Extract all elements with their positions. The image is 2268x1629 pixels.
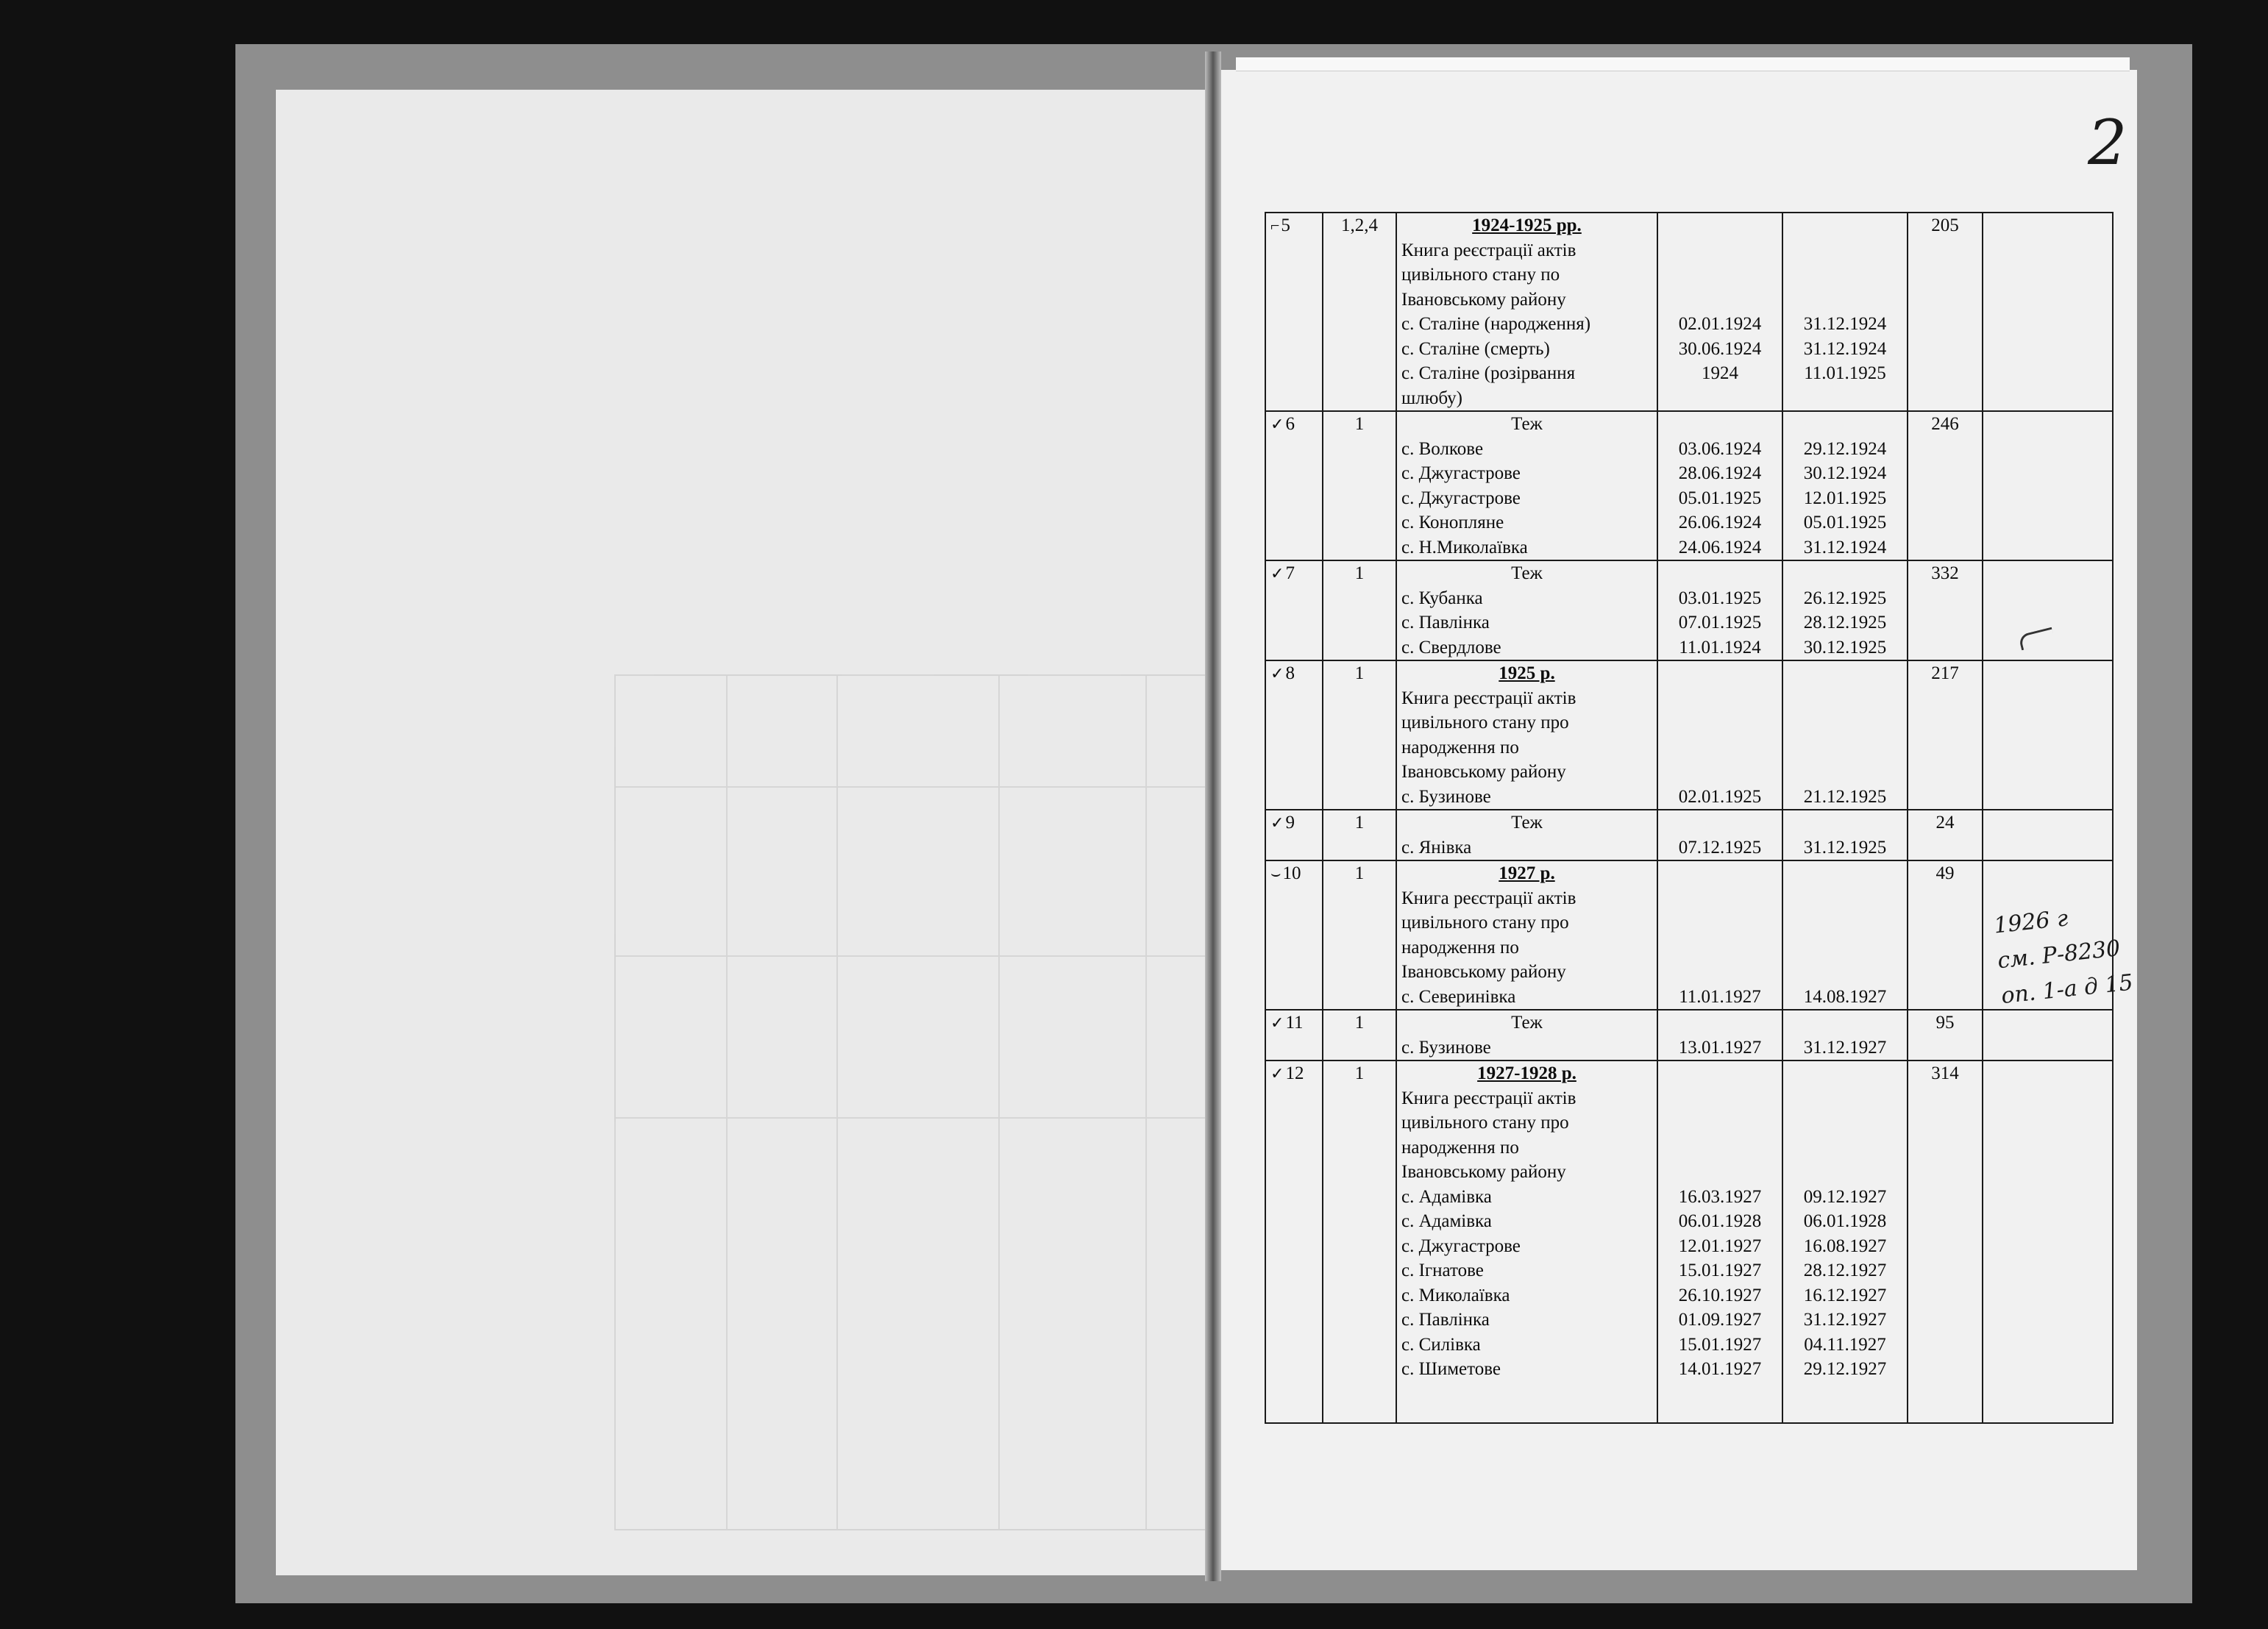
check-mark-icon: ⌐ bbox=[1270, 216, 1280, 235]
description-line: с. Павлінка bbox=[1401, 1310, 1490, 1330]
start-date: 15.01.1927 bbox=[1678, 1334, 1762, 1355]
start-date: 15.01.1927 bbox=[1678, 1261, 1762, 1280]
start-date: 16.03.1927 bbox=[1678, 1186, 1762, 1207]
end-date: 21.12.1925 bbox=[1803, 786, 1887, 807]
sheet-count: 95 bbox=[1935, 1013, 1955, 1033]
cell-description bbox=[1396, 860, 1657, 1010]
cell-inventory: 1 bbox=[1323, 810, 1396, 860]
cell-notes bbox=[1983, 1010, 2113, 1061]
end-date: 26.12.1925 bbox=[1803, 588, 1887, 608]
description-line: с. Бузинове bbox=[1401, 1037, 1491, 1058]
row-number: 12 bbox=[1285, 1063, 1304, 1083]
doc-same-label: Теж bbox=[1511, 1013, 1543, 1033]
check-mark-icon: ✓ bbox=[1270, 1064, 1284, 1083]
description-line: с. Джугастрове bbox=[1401, 1236, 1521, 1256]
description-line: с. Сталіне (розірвання bbox=[1401, 363, 1576, 383]
end-date bbox=[1788, 288, 1902, 313]
end-date: 31.12.1927 bbox=[1803, 1310, 1887, 1330]
doc-year-title: 1924-1925 рр. bbox=[1472, 215, 1582, 235]
description-line: Івановському району bbox=[1401, 962, 1566, 982]
row-number: 9 bbox=[1285, 813, 1295, 833]
end-date: 29.12.1924 bbox=[1803, 438, 1887, 459]
start-date bbox=[1663, 760, 1777, 785]
cell-sheet-count bbox=[1908, 660, 1983, 810]
description-line: Івановському району bbox=[1401, 1162, 1566, 1182]
start-date bbox=[1663, 710, 1777, 735]
end-date: 09.12.1927 bbox=[1803, 1186, 1887, 1207]
cell-start-date bbox=[1657, 860, 1782, 1010]
cell-notes bbox=[1983, 411, 2113, 560]
start-date bbox=[1663, 886, 1777, 911]
description-line: народження по bbox=[1401, 1137, 1519, 1158]
cell-description bbox=[1396, 1061, 1657, 1423]
start-date: 24.06.1924 bbox=[1678, 537, 1762, 557]
cell-inventory: 1 bbox=[1323, 660, 1396, 810]
check-mark-icon: ✓ bbox=[1270, 664, 1284, 682]
page-number: 2 bbox=[2088, 107, 2127, 179]
cell-sheet-count bbox=[1908, 560, 1983, 660]
start-date bbox=[1663, 935, 1777, 960]
start-date: 30.06.1924 bbox=[1678, 338, 1762, 359]
start-date: 13.01.1927 bbox=[1678, 1037, 1762, 1058]
cell-sheet-count bbox=[1908, 1061, 1983, 1423]
start-date bbox=[1663, 386, 1777, 411]
register-row bbox=[1265, 660, 2113, 810]
register-row bbox=[1265, 860, 2113, 1010]
sheet-count: 314 bbox=[1931, 1063, 1959, 1083]
check-mark-icon: ⌣ bbox=[1270, 864, 1281, 883]
end-date: 31.12.1924 bbox=[1803, 338, 1887, 359]
description-line: с. Джугастрове bbox=[1401, 463, 1521, 483]
cell-number bbox=[1265, 560, 1323, 660]
description-line: с. Волкове bbox=[1401, 438, 1484, 459]
register-row bbox=[1265, 810, 2113, 860]
cell-number bbox=[1265, 213, 1323, 411]
end-date: 28.12.1927 bbox=[1803, 1261, 1887, 1280]
cell-notes bbox=[1983, 660, 2113, 810]
description-line: Книга реєстрації актів bbox=[1401, 1088, 1576, 1108]
description-line: с. Шиметове bbox=[1401, 1359, 1501, 1379]
end-date bbox=[1788, 935, 1902, 960]
end-date bbox=[1788, 386, 1902, 411]
register-row bbox=[1265, 560, 2113, 660]
start-date bbox=[1663, 735, 1777, 760]
start-date: 14.01.1927 bbox=[1678, 1359, 1762, 1379]
end-date: 30.12.1924 bbox=[1803, 463, 1887, 483]
cell-notes bbox=[1983, 213, 2113, 411]
description-line: с. Бузинове bbox=[1401, 786, 1491, 807]
handwritten-note-line: 1926 г bbox=[1992, 905, 2069, 939]
cell-end-date bbox=[1782, 1010, 1908, 1061]
description-line: с. Сталіне (смерть) bbox=[1401, 338, 1550, 359]
row-number: 7 bbox=[1285, 563, 1295, 583]
end-date: 31.12.1924 bbox=[1803, 314, 1887, 334]
cell-end-date bbox=[1782, 810, 1908, 860]
cell-end-date bbox=[1782, 560, 1908, 660]
cell-start-date bbox=[1657, 1061, 1782, 1423]
cell-description bbox=[1396, 810, 1657, 860]
cell-end-date bbox=[1782, 1061, 1908, 1423]
description-line: с. Миколаївка bbox=[1401, 1285, 1510, 1305]
cell-sheet-count bbox=[1908, 1010, 1983, 1061]
end-date bbox=[1788, 1136, 1902, 1161]
end-date: 14.08.1927 bbox=[1803, 986, 1887, 1007]
cell-end-date bbox=[1782, 411, 1908, 560]
check-mark-icon: ✓ bbox=[1270, 1013, 1284, 1032]
description-line: с. Адамівка bbox=[1401, 1186, 1492, 1207]
description-line: с. Н.Миколаївка bbox=[1401, 537, 1528, 557]
description-line: народження по bbox=[1401, 737, 1519, 758]
doc-year-title: 1927-1928 р. bbox=[1477, 1063, 1576, 1083]
end-date bbox=[1788, 760, 1902, 785]
cell-end-date bbox=[1782, 860, 1908, 1010]
handwritten-note-line: см. Р-8230 bbox=[1996, 935, 2122, 974]
row-number: 5 bbox=[1281, 215, 1290, 235]
end-date bbox=[1788, 910, 1902, 935]
row-number: 6 bbox=[1285, 414, 1295, 434]
row-number: 10 bbox=[1282, 863, 1301, 883]
cell-description bbox=[1396, 1010, 1657, 1061]
end-date bbox=[1788, 1160, 1902, 1185]
cell-notes bbox=[1983, 1061, 2113, 1423]
left-page-bleedthrough bbox=[276, 90, 1210, 1575]
start-date: 03.01.1925 bbox=[1678, 588, 1762, 608]
end-date: 28.12.1925 bbox=[1803, 613, 1887, 632]
start-date bbox=[1663, 960, 1777, 985]
description-line: с. Конопляне bbox=[1401, 513, 1504, 532]
register-row bbox=[1265, 1061, 2113, 1423]
cell-inventory: 1,2,4 bbox=[1323, 213, 1396, 411]
sheet-count: 24 bbox=[1935, 813, 1955, 833]
cell-number bbox=[1265, 1061, 1323, 1423]
start-date: 26.10.1927 bbox=[1678, 1285, 1762, 1305]
cell-sheet-count bbox=[1908, 411, 1983, 560]
start-date bbox=[1663, 686, 1777, 711]
description-line: с. Силівка bbox=[1401, 1334, 1481, 1355]
start-date: 1924 bbox=[1702, 363, 1738, 383]
start-date bbox=[1663, 263, 1777, 288]
description-line: Івановському району bbox=[1401, 289, 1566, 310]
sheet-count: 205 bbox=[1931, 215, 1959, 235]
end-date: 05.01.1925 bbox=[1803, 513, 1887, 532]
register-row bbox=[1265, 1010, 2113, 1061]
cell-start-date bbox=[1657, 560, 1782, 660]
register-row bbox=[1265, 213, 2113, 411]
start-date: 11.01.1924 bbox=[1679, 637, 1761, 657]
description-line: с. Павлінка bbox=[1401, 613, 1490, 632]
cell-end-date bbox=[1782, 213, 1908, 411]
cell-number bbox=[1265, 411, 1323, 560]
end-date: 31.12.1924 bbox=[1803, 537, 1887, 557]
row-number: 8 bbox=[1285, 663, 1295, 683]
sheet-count: 49 bbox=[1935, 863, 1955, 883]
cell-sheet-count bbox=[1908, 213, 1983, 411]
start-date: 28.06.1924 bbox=[1678, 463, 1762, 483]
start-date: 07.01.1925 bbox=[1678, 613, 1762, 632]
register-table bbox=[1265, 212, 2114, 1424]
end-date bbox=[1788, 263, 1902, 288]
description-line: с. Ігнатове bbox=[1401, 1261, 1484, 1280]
cell-description bbox=[1396, 660, 1657, 810]
check-mark-icon: ✓ bbox=[1270, 564, 1284, 582]
handwritten-note-line: оп. 1-а д 15 bbox=[1999, 969, 2135, 1010]
cell-start-date bbox=[1657, 810, 1782, 860]
start-date: 11.01.1927 bbox=[1679, 986, 1761, 1007]
description-line: с. Северинівка bbox=[1401, 986, 1516, 1007]
end-date bbox=[1788, 1086, 1902, 1111]
end-date bbox=[1788, 735, 1902, 760]
check-mark-icon: ✓ bbox=[1270, 415, 1284, 433]
cell-number bbox=[1265, 810, 1323, 860]
doc-same-label: Теж bbox=[1511, 563, 1543, 583]
doc-year-title: 1927 р. bbox=[1499, 863, 1555, 883]
cell-inventory: 1 bbox=[1323, 1061, 1396, 1423]
cell-end-date bbox=[1782, 660, 1908, 810]
start-date bbox=[1663, 1160, 1777, 1185]
book-spine bbox=[1205, 51, 1221, 1581]
start-date: 07.12.1925 bbox=[1678, 837, 1762, 858]
description-line: Книга реєстрації актів bbox=[1401, 688, 1576, 708]
start-date: 01.09.1927 bbox=[1678, 1310, 1762, 1330]
end-date: 31.12.1927 bbox=[1803, 1037, 1887, 1058]
cell-sheet-count bbox=[1908, 860, 1983, 1010]
description-line: цивільного стану про bbox=[1401, 913, 1569, 933]
end-date bbox=[1788, 886, 1902, 911]
description-line: шлюбу) bbox=[1401, 388, 1462, 408]
end-date: 12.01.1925 bbox=[1803, 488, 1887, 508]
description-line: с. Янівка bbox=[1401, 837, 1472, 858]
cell-start-date bbox=[1657, 213, 1782, 411]
cell-notes bbox=[1983, 560, 2113, 660]
cell-inventory: 1 bbox=[1323, 560, 1396, 660]
end-date bbox=[1788, 1111, 1902, 1136]
page-top-strip bbox=[1236, 57, 2130, 71]
start-date bbox=[1663, 1111, 1777, 1136]
sheet-count: 246 bbox=[1931, 414, 1959, 434]
cell-sheet-count bbox=[1908, 810, 1983, 860]
start-date: 05.01.1925 bbox=[1678, 488, 1762, 508]
start-date: 02.01.1924 bbox=[1678, 314, 1762, 334]
cell-number bbox=[1265, 660, 1323, 810]
end-date: 31.12.1925 bbox=[1803, 837, 1887, 858]
end-date bbox=[1788, 686, 1902, 711]
handwritten-note bbox=[1992, 894, 2150, 1014]
register-row bbox=[1265, 411, 2113, 560]
end-date: 04.11.1927 bbox=[1804, 1334, 1886, 1355]
description-line: цивільного стану про bbox=[1401, 713, 1569, 732]
doc-same-label: Теж bbox=[1511, 813, 1543, 833]
description-line: с. Джугастрове bbox=[1401, 488, 1521, 508]
cell-inventory: 1 bbox=[1323, 860, 1396, 1010]
row-number: 11 bbox=[1285, 1013, 1304, 1033]
end-date: 06.01.1928 bbox=[1803, 1211, 1887, 1231]
cell-description bbox=[1396, 411, 1657, 560]
cell-description bbox=[1396, 213, 1657, 411]
doc-year-title: 1925 р. bbox=[1499, 663, 1555, 683]
start-date: 03.06.1924 bbox=[1678, 438, 1762, 459]
description-line: Книга реєстрації актів bbox=[1401, 240, 1576, 260]
cell-inventory: 1 bbox=[1323, 411, 1396, 560]
start-date: 06.01.1928 bbox=[1678, 1211, 1762, 1231]
doc-same-label: Теж bbox=[1511, 414, 1543, 434]
cell-notes bbox=[1983, 810, 2113, 860]
end-date: 16.08.1927 bbox=[1803, 1236, 1887, 1256]
start-date: 02.01.1925 bbox=[1678, 786, 1762, 807]
description-line: цивільного стану по bbox=[1401, 265, 1560, 285]
description-line: цивільного стану про bbox=[1401, 1113, 1569, 1133]
end-date: 11.01.1925 bbox=[1804, 363, 1886, 383]
start-date: 26.06.1924 bbox=[1678, 513, 1762, 532]
description-line: с. Адамівка bbox=[1401, 1211, 1492, 1231]
description-line: с. Сталіне (народження) bbox=[1401, 314, 1591, 334]
cell-number bbox=[1265, 860, 1323, 1010]
cell-start-date bbox=[1657, 411, 1782, 560]
start-date bbox=[1663, 1136, 1777, 1161]
cell-number bbox=[1265, 1010, 1323, 1061]
end-date bbox=[1788, 238, 1902, 263]
cell-description bbox=[1396, 560, 1657, 660]
end-date: 16.12.1927 bbox=[1803, 1285, 1887, 1305]
sheet-count: 217 bbox=[1931, 663, 1959, 683]
end-date bbox=[1788, 710, 1902, 735]
end-date: 30.12.1925 bbox=[1803, 637, 1887, 657]
description-line: с. Кубанка bbox=[1401, 588, 1483, 608]
start-date bbox=[1663, 238, 1777, 263]
start-date bbox=[1663, 1086, 1777, 1111]
end-date bbox=[1788, 960, 1902, 985]
start-date bbox=[1663, 910, 1777, 935]
check-mark-icon: ✓ bbox=[1270, 813, 1284, 832]
description-line: народження по bbox=[1401, 937, 1519, 958]
start-date: 12.01.1927 bbox=[1678, 1236, 1762, 1256]
cell-inventory: 1 bbox=[1323, 1010, 1396, 1061]
sheet-count: 332 bbox=[1931, 563, 1959, 583]
start-date bbox=[1663, 288, 1777, 313]
description-line: Івановському району bbox=[1401, 762, 1566, 782]
end-date: 29.12.1927 bbox=[1803, 1359, 1887, 1379]
description-line: с. Свердлове bbox=[1401, 637, 1501, 657]
description-line: Книга реєстрації актів bbox=[1401, 888, 1576, 908]
cell-start-date bbox=[1657, 1010, 1782, 1061]
cell-start-date bbox=[1657, 660, 1782, 810]
